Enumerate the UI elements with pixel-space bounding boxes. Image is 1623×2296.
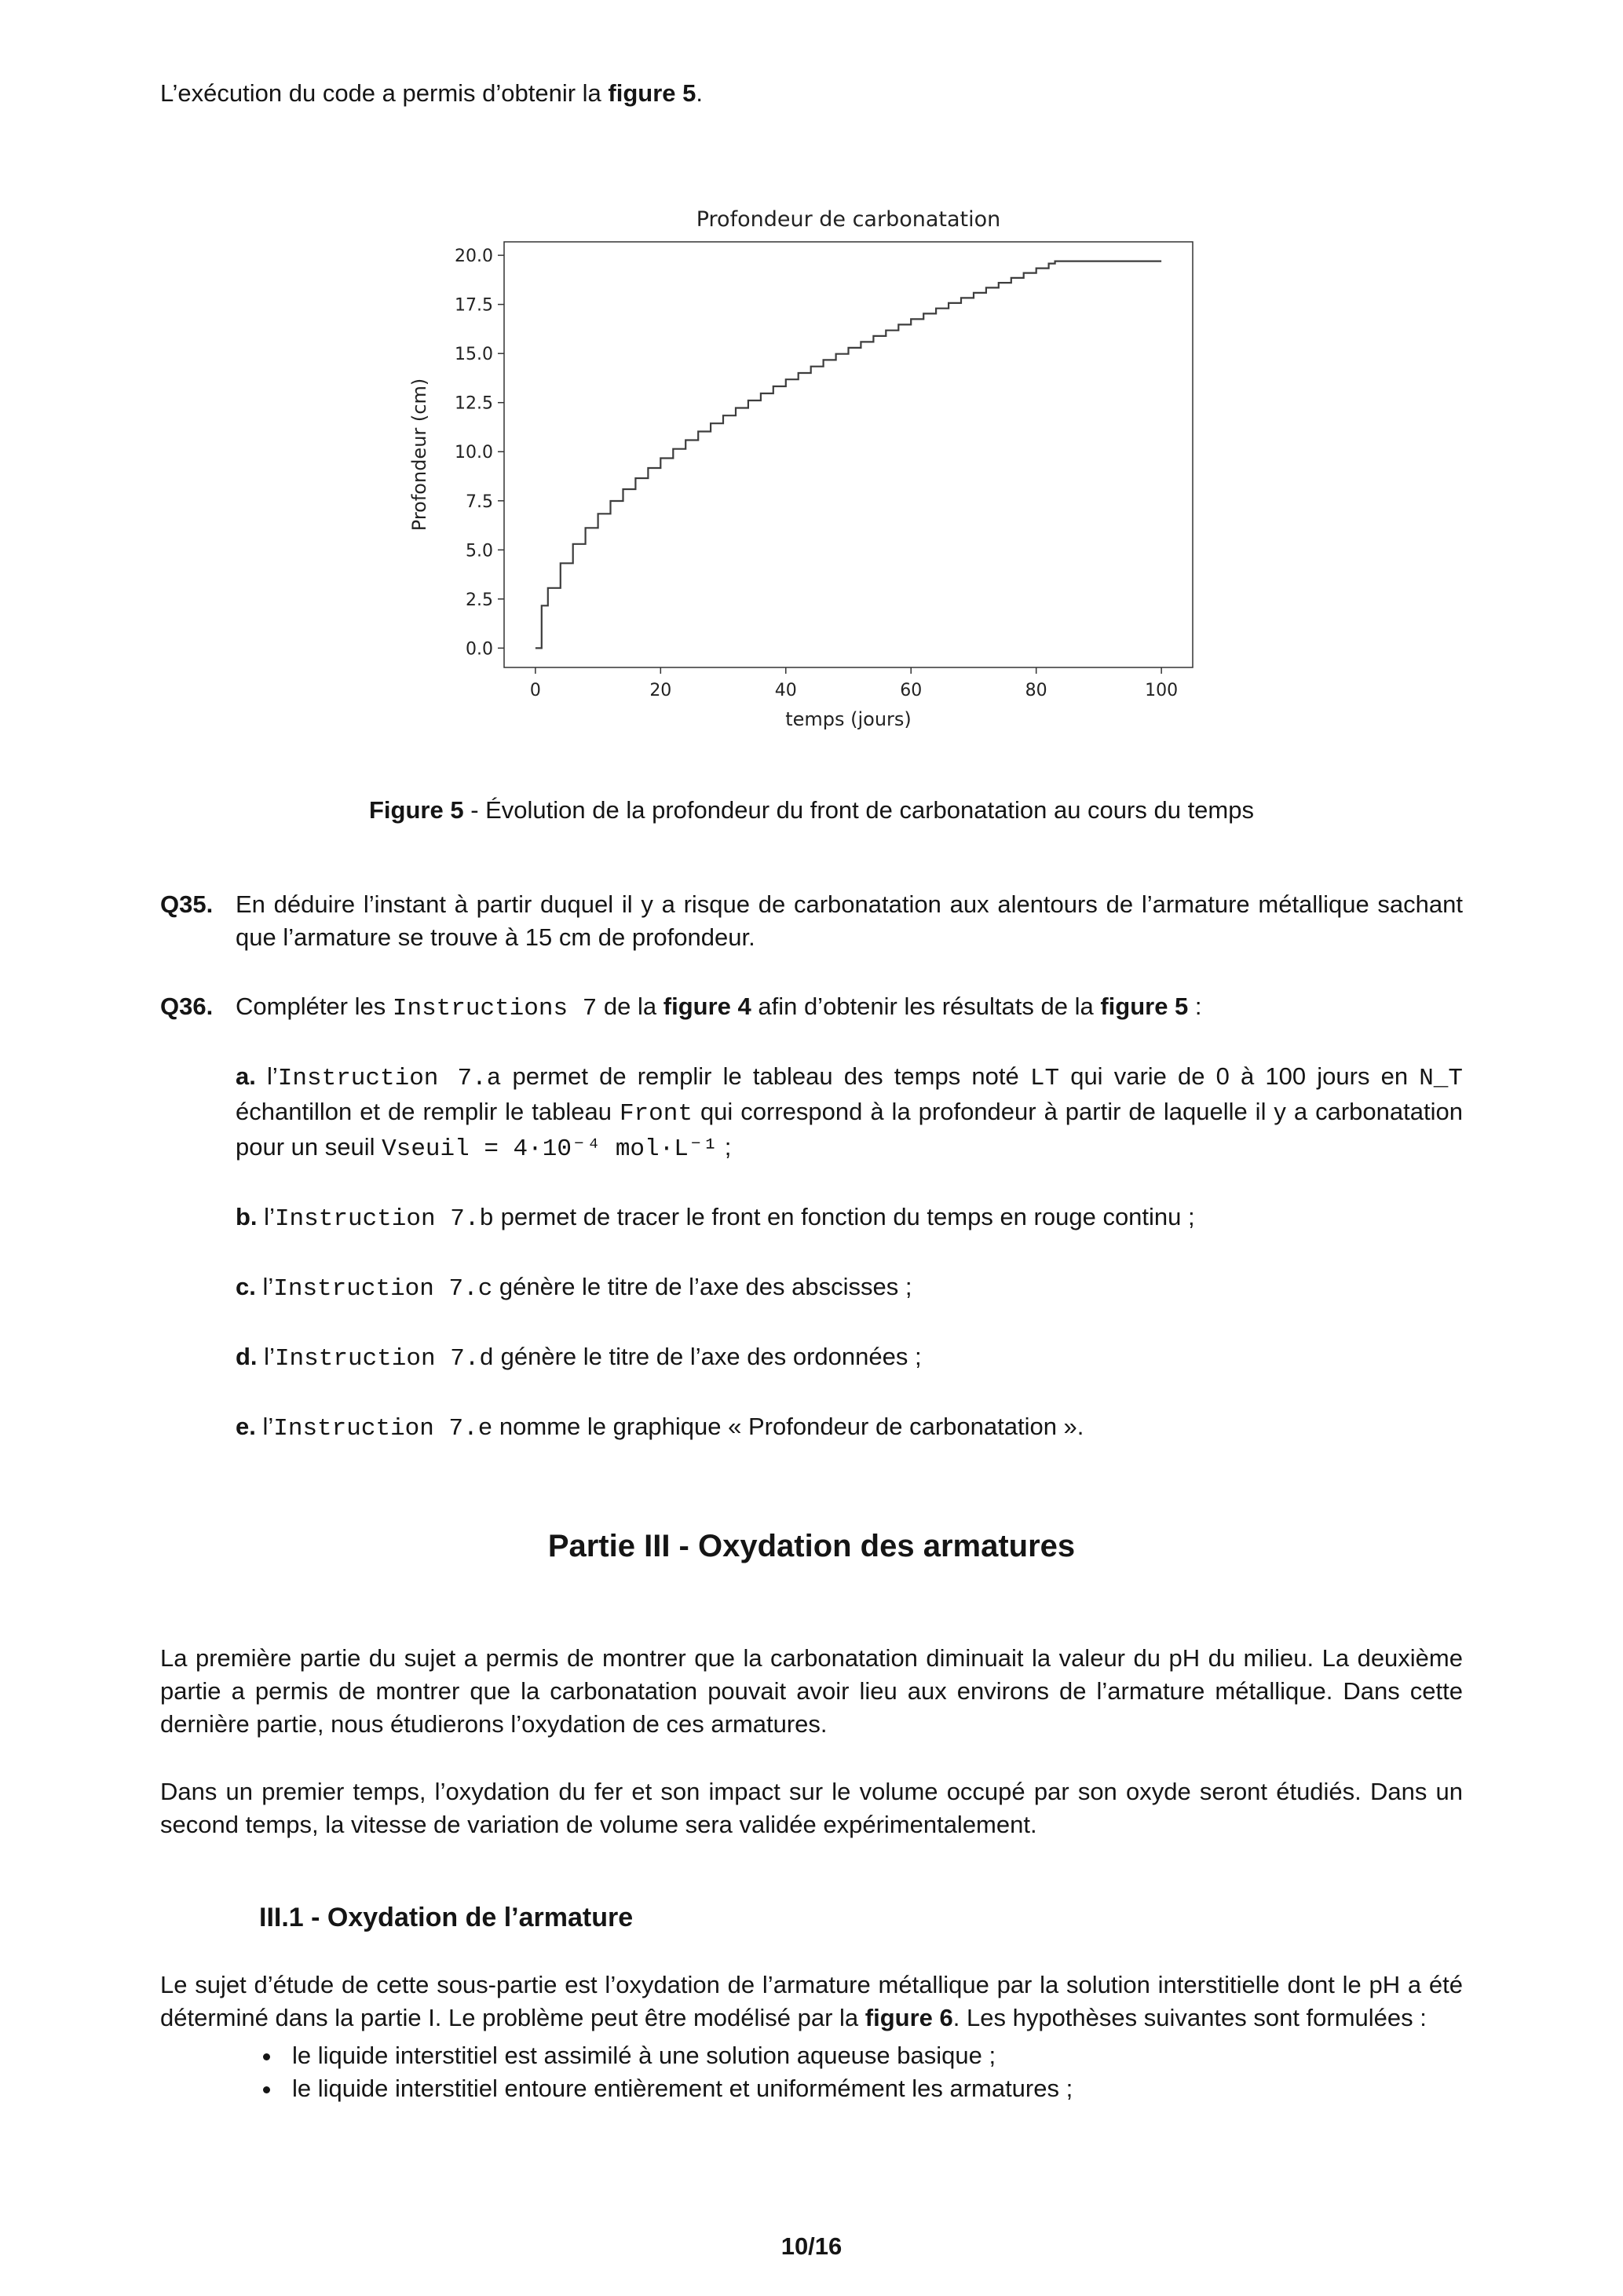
- x-tick-label: 80: [1025, 681, 1047, 700]
- bold-text: figure 6: [865, 2004, 953, 2031]
- page-number: 10/16: [780, 2232, 843, 2260]
- hypotheses-list: [160, 2039, 1463, 2105]
- chart-title: Profondeur de carbonatation: [696, 207, 1000, 232]
- bold-text: d.: [236, 1343, 258, 1370]
- chart-xlabel: temps (jours): [784, 708, 912, 730]
- figure5-caption: [160, 794, 1463, 827]
- text-segment: l’: [255, 1062, 278, 1090]
- question-q35: [160, 888, 1463, 954]
- text-segment: afin d’obtenir les résultats de la: [751, 993, 1101, 1020]
- text-segment: En déduire l’instant à partir duquel il y a risque de carbonatation aux alentours de l’armature métallique sachant que l’armature se trouve à 15 cm de profondeur.: [236, 890, 1463, 951]
- figure5: [404, 203, 1220, 761]
- x-tick-label: 40: [774, 681, 797, 700]
- code-inline: LT: [1029, 1065, 1060, 1092]
- q36-item-b: [236, 1201, 1463, 1236]
- x-tick-label: 0: [529, 681, 541, 700]
- q36-label: Q36.: [160, 993, 214, 1020]
- q35-label: Q35.: [160, 890, 214, 918]
- y-tick-label: 15.0: [454, 345, 493, 365]
- text-segment: l’: [257, 1203, 275, 1230]
- y-tick-label: 20.0: [454, 247, 493, 267]
- part3-paragraph-1: La première partie du sujet a permis de montrer que la carbonatation diminuait la valeur du pH du milieu. La deuxième partie a permis de montrer que la carbonatation pouvait avoir lieu aux environs de l’armature métallique. Dans cette dernière partie, nous étudierons l’oxydation de ces armatures.: [160, 1644, 1463, 1738]
- text-segment: échantillon et de remplir le tableau: [236, 1098, 620, 1125]
- plot-frame: [504, 242, 1193, 667]
- y-tick-label: 2.5: [465, 590, 493, 610]
- text-segment: qui varie de 0 à 100 jours en: [1059, 1062, 1420, 1090]
- text-segment: l’: [255, 1413, 274, 1440]
- q36-item-a: [236, 1060, 1463, 1166]
- x-tick-label: 60: [899, 681, 922, 700]
- text-segment: génère le titre de l’axe des abscisses ;: [492, 1273, 912, 1300]
- code-inline: Front: [619, 1100, 693, 1128]
- q36-items: [160, 1060, 1463, 1446]
- chart-ylabel: Profondeur (cm): [408, 378, 430, 532]
- text-segment: .: [696, 79, 704, 107]
- section31-heading: III.1 - Oxydation de l’armature: [259, 1903, 634, 1932]
- text-segment: permet de remplir le tableau des temps noté: [501, 1062, 1030, 1090]
- text-segment: Compléter les: [236, 993, 393, 1020]
- text-segment: L’exécution du code a permis d’obtenir la: [160, 79, 609, 107]
- y-tick-label: 5.0: [465, 541, 493, 561]
- bold-text: figure 4: [663, 993, 751, 1020]
- text-segment: de la: [597, 993, 663, 1020]
- code-inline: N_T: [1419, 1065, 1464, 1092]
- part3-heading: Partie III - Oxydation des armatures: [547, 1529, 1076, 1563]
- code-inline: Instruction 7.d: [274, 1345, 494, 1373]
- text-segment: qui correspond à la profondeur à partir de laquelle il y a carbonatation pour un seuil: [236, 1098, 1463, 1161]
- question-q36: [160, 990, 1463, 1026]
- y-tick-label: 10.0: [454, 443, 493, 463]
- bold-text: c.: [236, 1273, 256, 1300]
- bold-text: Figure 5: [368, 796, 464, 824]
- code-inline: Instruction 7.c: [273, 1275, 493, 1303]
- text-segment: ;: [718, 1133, 732, 1161]
- bold-text: figure 5: [1100, 993, 1189, 1020]
- y-tick-label: 7.5: [465, 492, 493, 512]
- text-segment: l’: [255, 1273, 274, 1300]
- code-inline: Instruction 7.a: [277, 1065, 502, 1092]
- text-segment: . Les hypothèses suivantes sont formulées :: [952, 2004, 1427, 2031]
- code-inline: Instruction 7.b: [274, 1205, 494, 1233]
- section31-paragraph: [160, 1969, 1463, 2035]
- text-segment: :: [1188, 993, 1202, 1020]
- code-inline: Instruction 7.e: [273, 1415, 493, 1442]
- q36-item-c: [236, 1270, 1463, 1306]
- code-inline: Vseuil = 4·10⁻⁴ mol·L⁻¹: [382, 1135, 718, 1163]
- bold-text: e.: [236, 1413, 256, 1440]
- y-tick-label: 0.0: [465, 639, 493, 660]
- x-tick-label: 20: [649, 681, 671, 700]
- y-tick-label: 17.5: [454, 295, 493, 316]
- bold-text: a.: [236, 1062, 256, 1090]
- carbonation-front-curve: [535, 261, 1161, 649]
- y-tick-label: 12.5: [454, 393, 493, 414]
- text-segment: nomme le graphique « Profondeur de carbonatation ».: [492, 1413, 1084, 1440]
- bold-text: figure 5: [608, 79, 696, 107]
- q36-text: [236, 990, 1463, 1026]
- text-segment: permet de tracer le front en fonction du temps en rouge continu ;: [494, 1203, 1195, 1230]
- text-segment: - Évolution de la profondeur du front de carbonatation au cours du temps: [463, 796, 1254, 824]
- q35-text: [236, 888, 1463, 954]
- intro-paragraph: [160, 77, 1463, 110]
- hypothesis-item: • le liquide interstitiel entoure entièrement et uniformément les armatures ;: [283, 2072, 1463, 2105]
- part3-paragraph-2: Dans un premier temps, l’oxydation du fer et son impact sur le volume occupé par son oxyde seront étudiés. Dans un second temps, la vitesse de variation de volume sera validée expérimentalement.: [160, 1778, 1463, 1838]
- hypothesis-item: • le liquide interstitiel est assimilé à une solution aqueuse basique ;: [283, 2039, 1463, 2072]
- code-inline: Instructions 7: [392, 995, 598, 1022]
- x-tick-label: 100: [1144, 681, 1178, 700]
- q36-item-e: [236, 1410, 1463, 1446]
- figure5-chart: [404, 203, 1220, 752]
- text-segment: l’: [257, 1343, 275, 1370]
- q36-item-d: [236, 1340, 1463, 1376]
- text-segment: génère le titre de l’axe des ordonnées ;: [494, 1343, 922, 1370]
- bold-text: b.: [236, 1203, 258, 1230]
- text-segment: Le sujet d’étude de cette sous-partie est l’oxydation de l’armature métallique par la solution interstitielle dont le pH a été déterminé dans la partie I. Le problème peut être modélisé par la: [160, 1971, 1463, 2031]
